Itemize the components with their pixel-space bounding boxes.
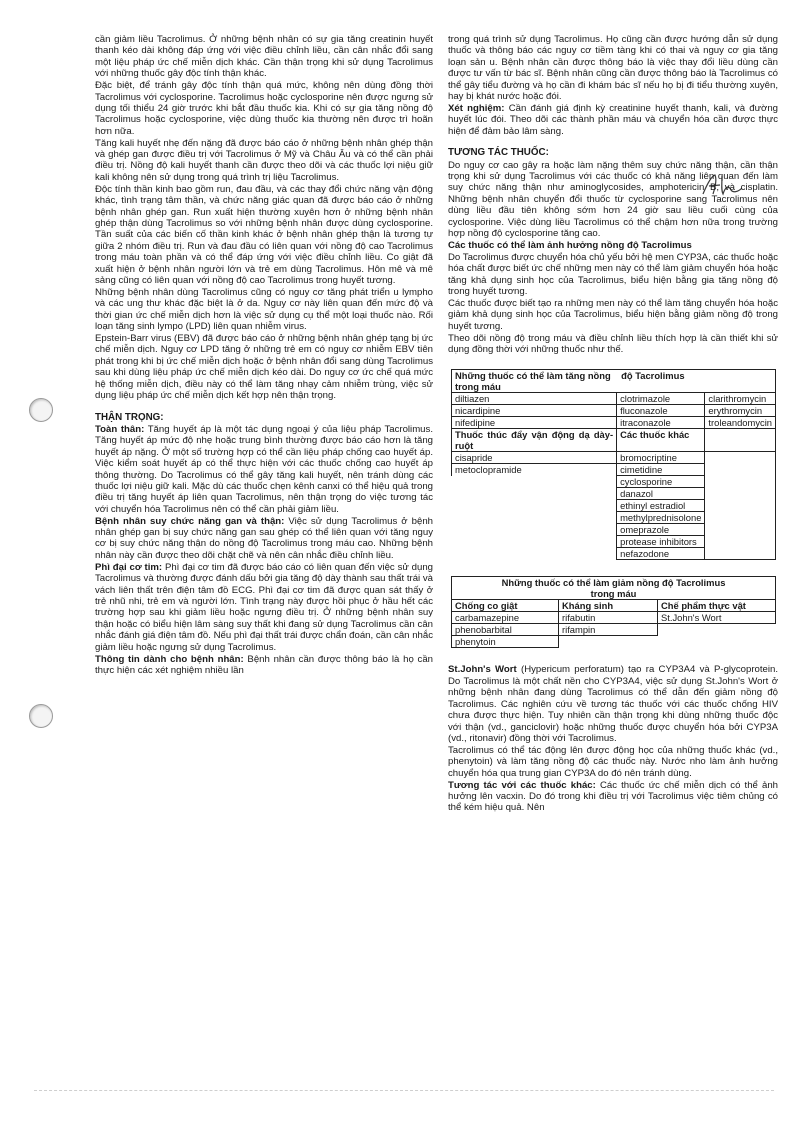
paragraph-label: Xét nghiệm:	[448, 102, 505, 114]
table-cell: rifabutin	[559, 612, 658, 624]
paragraph: Tacrolimus có thể tác động lên được động học của những thuốc khác (vd., phenytoin) và làm tăng nồng độ các thuốc này. Nước nho làm ảnh hưởng chuyển hóa qua trung gian CYP3A do đó nên tránh dùng.	[448, 744, 778, 779]
paragraph	[95, 424, 433, 515]
paragraph: Các thuốc được biết tạo ra những men này có thể làm tăng chuyển hóa hoặc giảm khả dụng sinh học của Tacrolimus, biểu hiện bằng giảm nồng độ trong huyết tương.	[448, 297, 778, 332]
table-cell: nefazodone	[617, 548, 705, 560]
paragraph: Do Tacrolimus được chuyển hóa chủ yếu bởi hệ men CYP3A, các thuốc hoặc hóa chất được biết ức chế những men này có thể làm giảm chuyển hóa hoặc tăng khả dụng sinh học của Tacrolimus, biểu hiện bằng gia tăng nồng độ trong huyết tương.	[448, 251, 778, 298]
punch-hole-bottom	[29, 704, 53, 728]
column-header: Chống co giật	[452, 600, 559, 612]
table-cell: clarithromycin	[705, 393, 776, 405]
table-cell: diltiazen	[452, 393, 617, 405]
table-row	[452, 405, 776, 417]
paragraph-label: Tương tác với các thuốc khác:	[448, 779, 596, 791]
table-subheader-row	[452, 429, 776, 452]
table-cell: nifedipine	[452, 417, 617, 429]
table-cell	[658, 636, 776, 648]
paragraph: Tăng kali huyết nhẹ đến nặng đã được báo cáo ở những bệnh nhân ghép thận và ghép gan được điều trị với Tacrolimus ở Mỹ và Châu Âu và có thể cần phải điều trị. Nồng độ kali huyết thanh cần được theo dõi và các thuốc lợi niệu giữ kali không nên sử dụng trong quá trình trị liệu Tacrolimus.	[95, 137, 433, 183]
table-subheader: Thuốc thúc đẩy vận động dạ dày-ruột	[452, 429, 617, 452]
table-cell	[705, 452, 776, 560]
left-column	[95, 34, 433, 677]
table-row	[452, 393, 776, 405]
table-row	[452, 417, 776, 429]
paragraph: trong quá trình sử dụng Tacrolimus. Họ cũng cần được hướng dẫn sử dụng thuốc và thông báo các nguy cơ tiềm tàng khi có thai và nguy cơ gia tăng loạn sản u. Bệnh nhân cần được thông báo là việc thay đổi liều dùng cần được tư vấn từ bác sĩ. Bệnh nhân cũng cần được thông báo là Tacrolimus có thể gây tiểu đường và họ cần đi khám bác sĩ nếu họ bị đi tiểu thường xuyên, hay bị khát nước hoặc đói.	[448, 34, 778, 103]
paragraph	[95, 562, 433, 653]
paragraph	[95, 654, 433, 677]
table-cell: phenytoin	[452, 636, 559, 648]
table-cell: fluconazole	[617, 405, 705, 417]
table-title-part: Những thuốc có thể làm tăng nồng	[455, 370, 611, 382]
paragraph: cần giảm liều Tacrolimus. Ở những bệnh nhân có sự gia tăng creatinin huyết thanh kéo dài không đáp ứng với việc điều chỉnh liều, cần cân nhắc đổi sang một liệu pháp ức chế miễn dịch khác. Cần thận trọng khi sử dụng Tacrolimus với những thuốc gây độc tính thận khác.	[95, 34, 433, 80]
table-row	[452, 636, 776, 648]
right-column	[448, 34, 778, 814]
section-heading-caution: THẬN TRỌNG:	[95, 411, 164, 423]
table-title-part: Những thuốc có thể làm giảm nồng độ Tacrolimus	[501, 577, 726, 589]
paragraph-body: (Hypericum perforatum) tạo ra CYP3A4 và P-glycoprotein. Do Tacrolimus là một chất nền cho CYP3A4, việc sử dụng St.John's Wort ở những bệnh nhân đang dùng Tacrolimus có thể dẫn đến giảm nồng độ Tacrolimus. Các nghiên cứu về tương tác thuốc với các thuốc chống HIV chưa được thực hiện. Tuy nhiên cần thận trọng khi dùng những thuốc độc với thận (vd., ganciclovir) hoặc những thuốc được chuyển hóa bởi CYP3A (vd., ritonavir) đồng thời với Tacrolimus.	[448, 664, 778, 744]
table-cell: nicardipine	[452, 405, 617, 417]
table-title-part: độ Tacrolimus	[621, 370, 685, 382]
table-header-row	[452, 600, 776, 612]
paragraph-label: Bệnh nhân suy chức năng gan và thận:	[95, 515, 285, 527]
table-increase-tacrolimus	[451, 369, 776, 560]
paragraph	[448, 103, 778, 137]
table-cell: methylprednisolone	[617, 512, 705, 524]
table-decrease-tacrolimus	[451, 576, 776, 648]
table-cell: troleandomycin	[705, 417, 776, 429]
subheading-cyp: Các thuốc có thể làm ảnh hưởng nồng độ Tacrolimus	[448, 239, 692, 251]
table-cell: St.John's Wort	[658, 612, 776, 624]
table-cell: bromocriptine	[617, 452, 705, 464]
table-cell	[559, 636, 658, 648]
table-decrease-wrapper	[448, 576, 778, 648]
table-cell: cisapride	[452, 452, 617, 464]
table-cell: cyclosporine	[617, 476, 705, 488]
column-header: Kháng sinh	[559, 600, 658, 612]
column-header: Chế phẩm thực vật	[658, 600, 776, 612]
paragraph	[448, 780, 778, 814]
paragraph-body: Việc sử dụng Tacrolimus ở bệnh nhân ghép gan bị suy chức năng gan sau ghép có thể liên quan với tăng nguy cơ bị suy chức năng thận do nồng độ Tacrolimus trong máu cao. Những bệnh nhân này cần được theo dõi chặt chẽ và nên cân nhắc điều chỉnh liều.	[95, 515, 433, 561]
paragraph-label: Toàn thân:	[95, 423, 145, 435]
table-cell: erythromycin	[705, 405, 776, 417]
paragraph: Epstein-Barr virus (EBV) đã được báo cáo ở những bệnh nhân ghép tạng bị ức chế miễn dịch. Nguy cơ LPD tăng ở những trẻ em có nguy cơ nhiễm EBV tiên phát trong khi bị ức chế miễn dịch hoặc ở bệnh nhân đổi sang dùng Tacrolimus sau khi dùng liệu pháp ức chế miễn dịch kéo dài. Do nguy cơ ức chế quá mức hệ thống miễn dịch, điều này có thể làm tăng nhạy cảm nhiễm trùng, việc sử dụng liệu pháp ức chế miễn dịch kết hợp nên thận trọng.	[95, 333, 433, 402]
paragraph-label: Phì đại cơ tim:	[95, 561, 163, 573]
table-cell: danazol	[617, 488, 705, 500]
table-cell: itraconazole	[617, 417, 705, 429]
table-subheader: Các thuốc khác	[617, 429, 705, 452]
paragraph-body: Các thuốc ức chế miễn dịch có thể ảnh hưởng lên vacxin. Do đó trong khi điều trị với Tacrolimus việc tiêm chủng có thể kém hiệu quả. Nên	[448, 779, 779, 814]
table-cell: protease inhibitors	[617, 536, 705, 548]
paragraph-label: Thông tin dành cho bệnh nhân:	[95, 653, 244, 665]
paragraph: Do nguy cơ cao gây ra hoặc làm nặng thêm suy chức năng thận, cần thận trọng khi sử dụng Tacrolimus với các thuốc có khả năng liên quan đến làm suy chức năng thận như aminoglycosides, amphotericin B, và cisplatin. Những bệnh nhân chuyển đổi thuốc từ cyclosporine sang Tacrolimus nên dùng liều đầu tiên không sớm hơn 24 giờ sau liều cuối cùng của cyclosporine. Việc dùng liều Tacrolimus có thể chậm hơn nữa trong trường hợp nồng độ cyclosporine tăng cao.	[448, 159, 778, 239]
table-cell	[658, 624, 776, 636]
table-title	[452, 370, 776, 393]
paragraph: Đặc biệt, để tránh gây độc tính thận quá mức, không nên dùng đồng thời Tacrolimus với cyclosporine. Tacrolimus hoặc cyclosporine nên được ngưng sử dụng tối thiểu 24 giờ trước khi bắt đầu thuốc kia. Khi có sự gia tăng nồng độ Tacrolimus hoặc cyclosporine, việc dùng thuốc kia thường nên được trì hoãn hơn nữa.	[95, 80, 433, 137]
paragraph: Độc tính thần kinh bao gồm run, đau đầu, và các thay đổi chức năng vận động khác, tình trạng tâm thần, và chức năng giác quan đã được báo cáo ở những bệnh nhân ghép gan. Run xuất hiện thường xuyên hơn ở những bệnh nhân ghép thận dùng Tacrolimus so với những bệnh nhân được dùng cyclosporine. Tần suất của các biến cố thần kinh khác ở bệnh nhân ghép thận là tương tự giữa 2 nhóm điều trị. Run và đau đầu có liên quan với nồng độ cao Tacrolimus trong máu toàn phần và có thể đáp ứng với việc điều chỉnh liều. Co giật đã xuất hiện ở bệnh nhân người lớn và trẻ em dùng Tacrolimus. Hôn mê và mê sảng cũng có liên quan với nồng độ cao Tacrolimus trong huyết tương.	[95, 183, 433, 287]
section-heading-interactions: TƯƠNG TÁC THUỐC:	[448, 147, 549, 159]
paragraph-body: Tăng huyết áp là một tác dụng ngoại ý của liệu pháp Tacrolimus. Tăng huyết áp mức độ nhẹ hoặc trung bình thường được báo cáo hơn là tăng huyết áp nặng. Ở một số trường hợp có thể cần liệu pháp chống cao huyết áp. Việc kiểm soát huyết áp có thể thực hiện với các thuốc chống cao huyết áp thông thường. Do Tacrolimus có thể gây tăng kali huyết, nên tránh dùng các thuốc lợi niệu giữ kali. Mặc dù các thuốc chẹn kênh canxi có thể hiệu quả trong điều trị tăng huyết áp liên quan Tacrolimus, nên thận trọng do việc tương tác với chuyển hóa Tacrolimus nên có thể cần phải giảm liều.	[95, 423, 433, 515]
paragraph: Những bệnh nhân dùng Tacrolimus cũng có nguy cơ tăng phát triển u lympho và các ung thư khác đặc biệt là ở da. Nguy cơ này liên quan đến mức độ và thời gian ức chế miễn dịch hơn là việc sử dụng cụ thể một loại thuốc nào. Rối loạn tăng sinh lympo (LPD) liên quan nhiễm virus.	[95, 286, 433, 333]
table-cell: ethinyl estradiol	[617, 500, 705, 512]
table-cell: carbamazepine	[452, 612, 559, 624]
table-row	[452, 624, 776, 636]
table-title-part: trong máu	[590, 588, 637, 600]
table-cell: metoclopramide	[452, 464, 617, 476]
paragraph-body: Cần đánh giá định kỳ creatinine huyết thanh, kali, và đường huyết lúc đói. Theo dõi các thành phần máu và chuyển hóa cần được thực hiện để đảm bảo lâm sàng.	[448, 102, 779, 137]
table-cell: phenobarbital	[452, 624, 559, 636]
table-row	[452, 452, 776, 464]
paragraph	[95, 516, 433, 562]
table-cell: rifampin	[559, 624, 658, 636]
table-title-part: trong máu	[455, 381, 501, 393]
table-cell: omeprazole	[617, 524, 705, 536]
paragraph	[448, 664, 778, 744]
table-cell: cimetidine	[617, 464, 705, 476]
page-edge-line	[34, 1090, 774, 1091]
paragraph-body: Phì đại cơ tim đã được báo cáo có liên quan đến việc sử dụng Tacrolimus và thường được đánh dấu bởi gia tăng độ dày thành sau thất trái và vách liên thất trên điện tâm đồ ECG. Phì đại cơ tim đã được quan sát thấy ở trẻ nhũ nhi, trẻ em và người lớn. Tình trạng này được hồi phục ở hầu hết các trường hợp sau khi giảm liều hoặc ngưng điều trị. Ở những bệnh nhân suy thận hoặc có biểu hiện lâm sàng suy thất khi đang sử dụng Tacrolimus cần cân nhắc đánh giá điện tâm đồ. Nếu phì đại thất trái được chẩn đoán, cần cân nhắc giảm liều hoặc ngưng sử dụng Tacrolimus.	[95, 561, 433, 653]
paragraph: Theo dõi nồng độ trong máu và điều chỉnh liều thích hợp là cần thiết khi sử dụng đồng thời với những thuốc như thế.	[448, 332, 778, 356]
table-cell	[705, 429, 776, 452]
punch-hole-top	[29, 398, 53, 422]
paragraph-body: Bệnh nhân cần được thông báo là họ cần thực hiện các xét nghiệm nhiều lần	[95, 653, 433, 676]
table-title	[452, 577, 776, 600]
table-increase-wrapper	[448, 369, 778, 560]
table-cell: clotrimazole	[617, 393, 705, 405]
table-row	[452, 612, 776, 624]
paragraph-label: St.John's Wort	[448, 664, 517, 676]
paragraph	[448, 240, 778, 251]
